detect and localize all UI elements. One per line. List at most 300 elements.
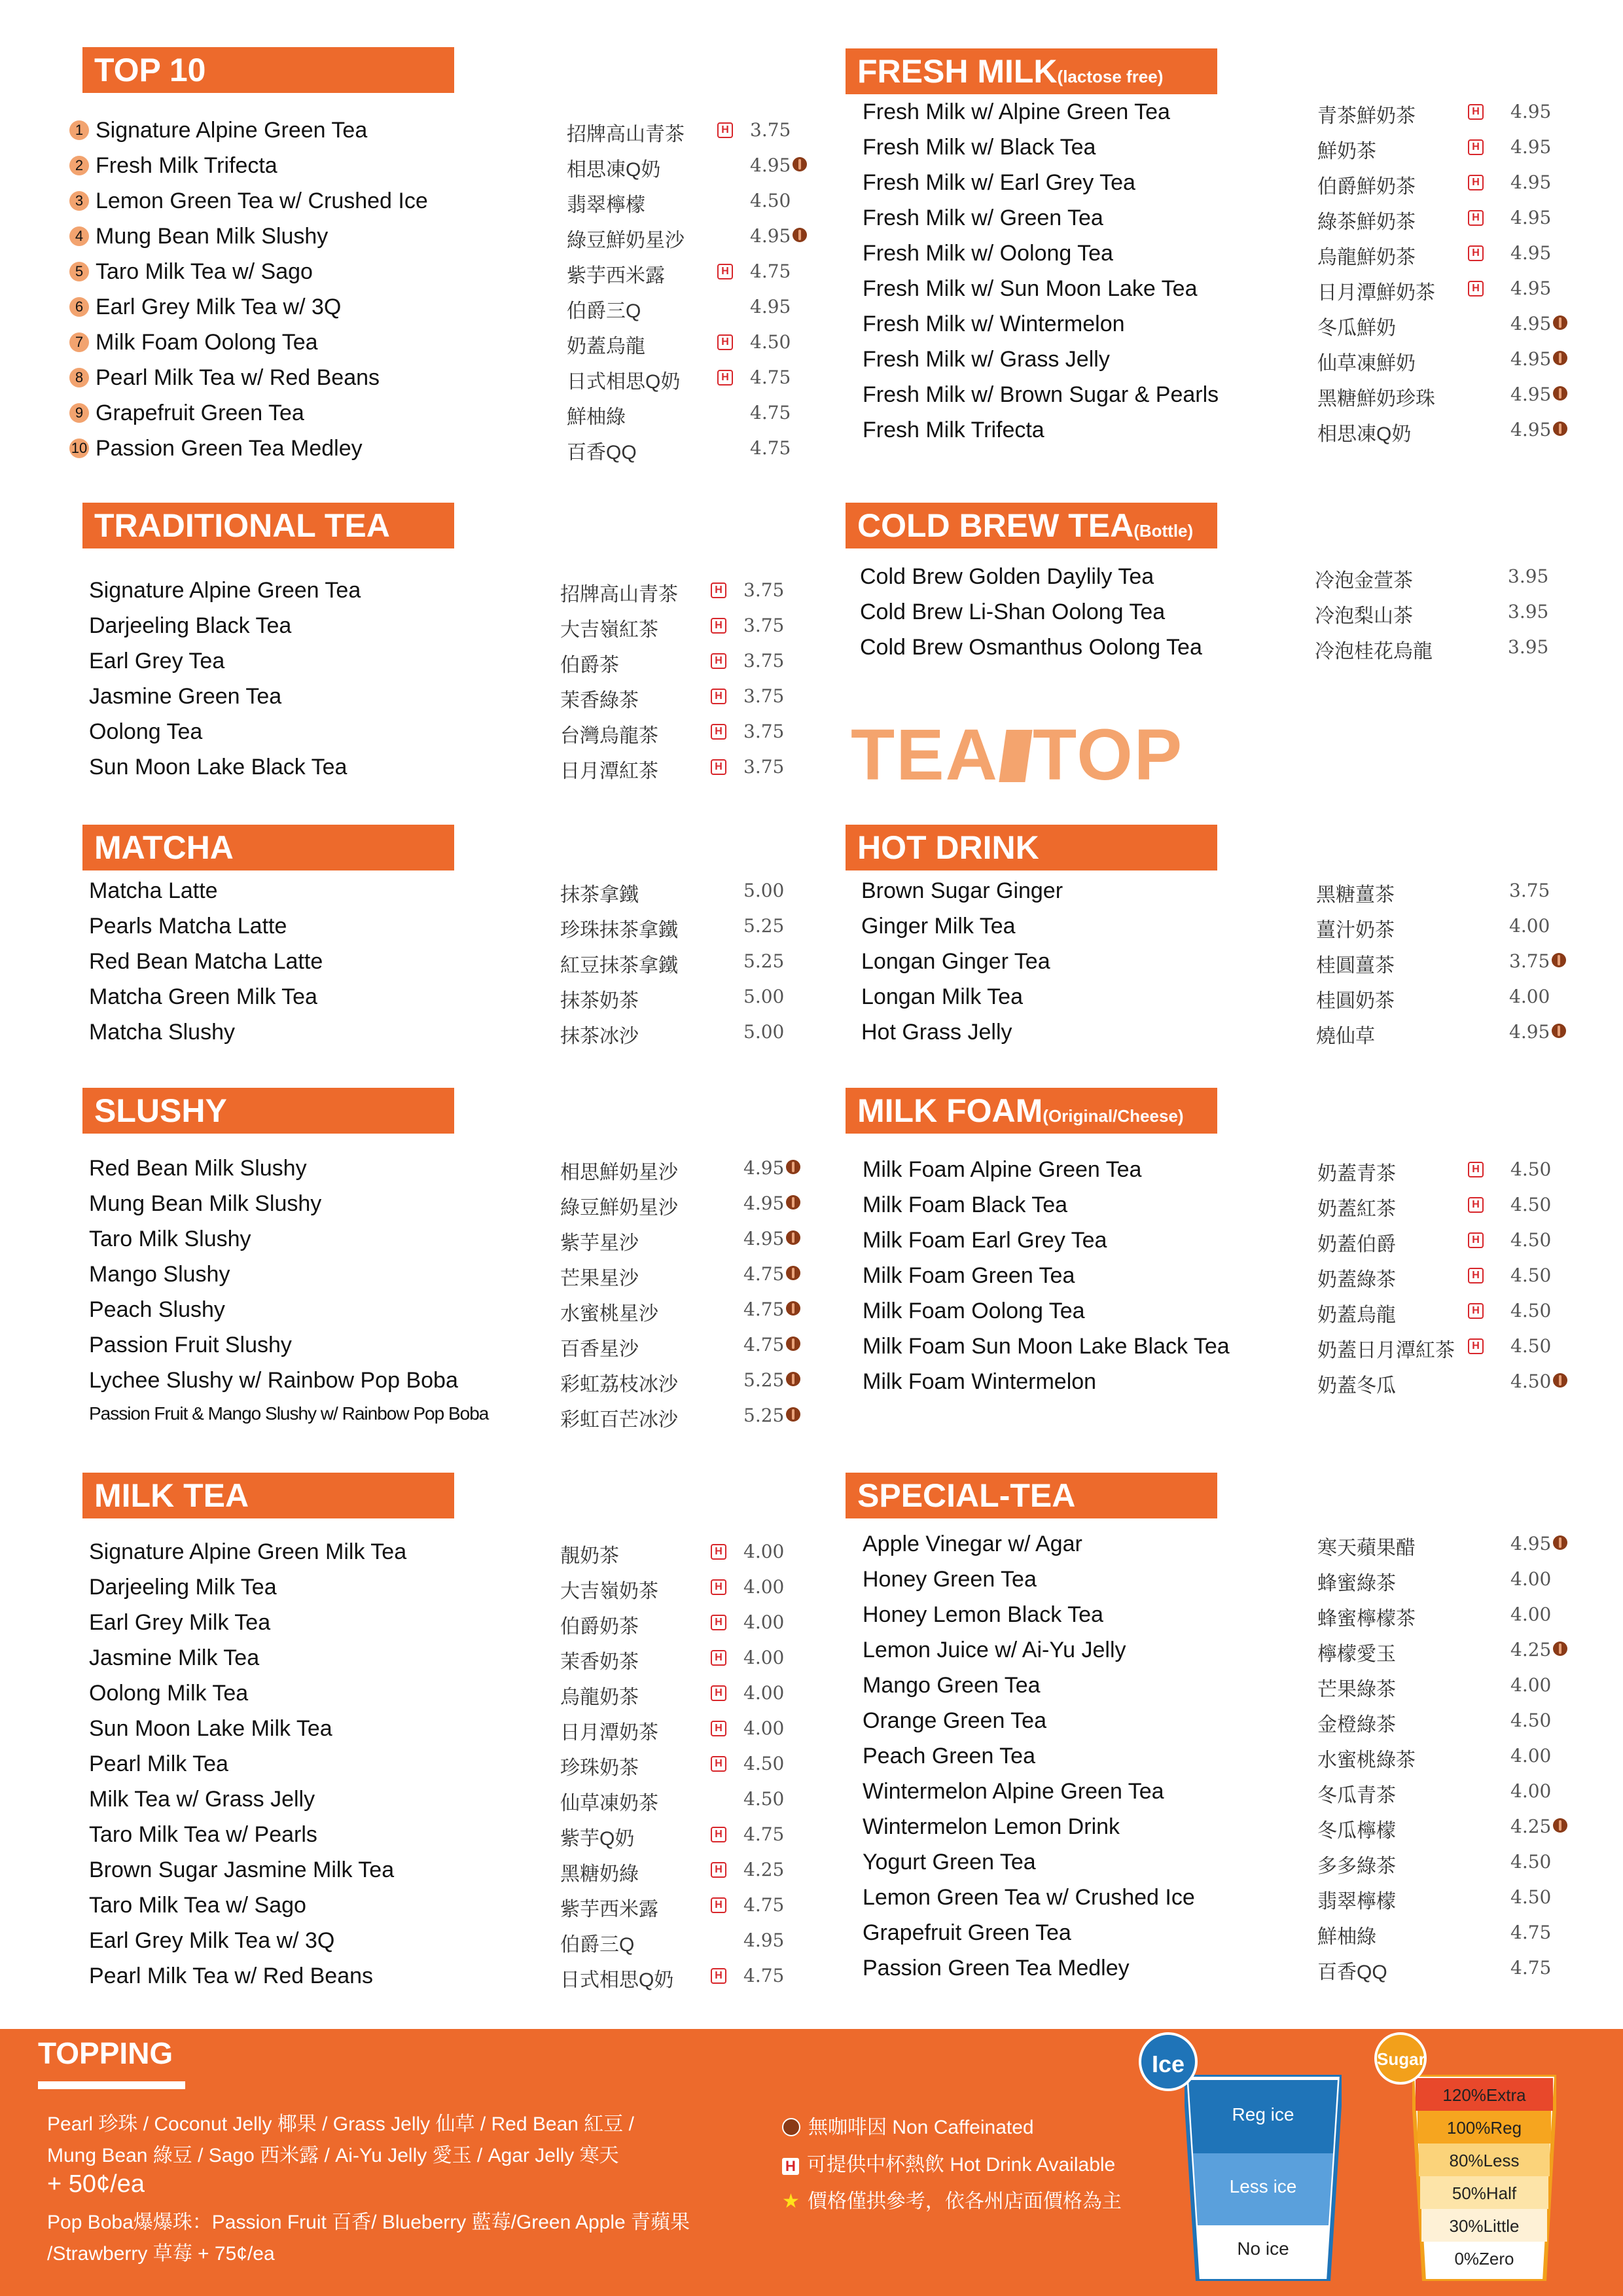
coffee-bean-icon [786,1266,800,1280]
rank-number-badge: 8 [69,368,89,387]
item-name-en: Wintermelon Alpine Green Tea [863,1779,1164,1804]
item-name-en: Matcha Latte [89,878,218,903]
h-badge-icon: H [1468,245,1484,261]
item-name-en: Fresh Milk Trifecta [863,418,1044,442]
item-name-zh: 寒天蘋果醋 [1317,1537,1416,1559]
coffee-bean-icon [1553,1535,1567,1550]
item-name-zh: 冬瓜檸檬 [1317,1820,1396,1842]
item-name-zh: 茉香綠茶 [560,690,639,711]
item-price: 4.50 [1510,1335,1552,1357]
item-price: 4.95 [1510,136,1552,158]
item-name-zh: 大吉嶺紅茶 [560,619,658,641]
section-header: MILK TEA [82,1473,454,1518]
item-name-en: Pearls Matcha Latte [89,914,287,939]
item-price: 5.25 [743,950,785,972]
item-name-zh: 珍珠奶茶 [560,1757,639,1779]
item-name-zh: 仙草凍奶茶 [560,1793,658,1814]
item-name-en: Mango Green Tea [863,1673,1041,1698]
item-name-en: Red Bean Matcha Latte [89,949,323,974]
ice-level-cup [1185,2075,1342,2281]
item-name-en: Pearl Milk Tea w/ Red Beans [96,365,380,390]
item-price: 5.00 [743,1021,785,1043]
item-price: 3.75 [743,721,785,742]
item-name-zh: 蜂蜜綠茶 [1317,1573,1396,1594]
item-name-en: Earl Grey Milk Tea w/ 3Q [96,295,342,319]
sugar-level-30: 30%Little [1449,2216,1520,2236]
item-name-en: Passion Fruit & Mango Slushy w/ Rainbow Pop Boba [89,1403,489,1424]
item-name-en: Red Bean Milk Slushy [89,1156,307,1181]
h-badge-icon: H [711,583,726,598]
section-header: FRESH MILK(lactose free) [846,48,1217,94]
item-name-en: Signature Alpine Green Tea [96,118,368,143]
item-name-zh: 抹茶拿鐵 [560,884,639,906]
item-name-zh: 蜂蜜檸檬茶 [1317,1608,1416,1630]
item-price: 3.75 [750,119,791,141]
item-name-en: Signature Alpine Green Milk Tea [89,1539,407,1564]
h-badge-icon: H [717,264,733,279]
coffee-bean-icon [1553,1641,1567,1656]
item-price: 4.00 [743,1682,785,1704]
item-name-en: Fresh Milk w/ Grass Jelly [863,347,1110,372]
sugar-level-120: 120%Extra [1442,2085,1526,2105]
item-price: 4.75 [750,367,791,388]
item-name-zh: 黑糖薑茶 [1316,884,1395,906]
h-badge-icon: H [1468,1303,1484,1319]
item-name-zh: 台灣烏龍茶 [560,725,658,747]
item-name-en: Milk Foam Oolong Tea [96,330,318,355]
item-price: 4.50 [1510,1886,1552,1908]
item-name-en: Milk Foam Alpine Green Tea [863,1157,1142,1182]
item-name-en: Signature Alpine Green Tea [89,578,361,603]
h-badge-icon: H [711,1685,726,1701]
item-price: 3.75 [743,579,785,601]
item-name-zh: 伯爵鮮奶茶 [1317,176,1416,198]
item-price: 4.50 [1510,1265,1552,1286]
section-header: MILK FOAM(Original/Cheese) [846,1088,1217,1134]
rank-number-badge: 10 [69,439,89,458]
cup-icon [999,730,1032,782]
item-price: 3.75 [743,615,785,636]
item-name-zh: 翡翠檸檬 [567,194,645,216]
item-name-zh: 日式相思Q奶 [560,1969,674,1991]
h-badge-icon: H [711,1721,726,1736]
item-name-en: Passion Fruit Slushy [89,1333,292,1357]
item-name-zh: 相思鮮奶星沙 [560,1162,678,1183]
item-name-zh: 金橙綠茶 [1317,1714,1396,1736]
item-price: 3.75 [743,756,785,778]
sugar-level-0: 0%Zero [1454,2249,1514,2269]
item-price: 4.75 [743,1894,785,1916]
item-name-en: Taro Milk Tea w/ Sago [96,259,313,284]
item-price: 4.75 [750,402,791,423]
item-name-en: Milk Foam Wintermelon [863,1369,1097,1394]
item-price: 4.95 [1510,313,1552,334]
h-badge-icon: H [711,1544,726,1560]
item-price: 4.75 [1510,1922,1552,1943]
coffee-bean-icon [793,228,807,242]
item-name-zh: 燒仙草 [1316,1026,1375,1047]
item-name-zh: 招牌高山青茶 [560,584,678,605]
item-name-en: Cold Brew Golden Daylily Tea [860,564,1154,589]
item-name-en: Fresh Milk w/ Green Tea [863,206,1103,230]
item-name-zh: 日月潭鮮奶茶 [1317,282,1435,304]
item-name-en: Matcha Slushy [89,1020,235,1045]
section-header: MATCHA [82,825,454,870]
item-price: 5.00 [743,880,785,901]
item-name-en: Taro Milk Slushy [89,1227,251,1251]
item-price: 4.95 [1510,384,1552,405]
item-name-zh: 青茶鮮奶茶 [1317,105,1416,127]
item-name-zh: 彩虹荔枝冰沙 [560,1374,678,1395]
item-name-en: Milk Foam Black Tea [863,1193,1068,1217]
item-name-en: Milk Foam Earl Grey Tea [863,1228,1107,1253]
item-price: 4.75 [743,1965,785,1986]
h-badge-icon: H [711,1756,726,1772]
h-badge-icon: H [1468,281,1484,296]
item-name-zh: 茉香奶茶 [560,1651,639,1673]
item-price: 4.50 [1510,1229,1552,1251]
h-badge-icon: H [1468,1232,1484,1248]
h-badge-icon: H [1468,1197,1484,1213]
ice-level-none: No ice [1237,2238,1289,2259]
rank-number-badge: 1 [69,120,89,140]
item-name-en: Jasmine Green Tea [89,684,282,709]
h-badge-icon: H [1468,1338,1484,1354]
item-name-zh: 相思凍Q奶 [567,159,661,181]
tea-top-logo: TEA TOP [851,715,1184,795]
item-name-zh: 抹茶奶茶 [560,990,639,1012]
item-name-en: Wintermelon Lemon Drink [863,1814,1120,1839]
item-price: 3.75 [1509,950,1550,972]
item-name-en: Fresh Milk w/ Sun Moon Lake Tea [863,276,1198,301]
item-name-en: Orange Green Tea [863,1708,1046,1733]
section-header: TOP 10 [82,47,454,93]
item-price: 4.00 [1510,1604,1552,1625]
item-name-zh: 冷泡桂花烏龍 [1315,641,1433,662]
item-name-en: Lemon Green Tea w/ Crushed Ice [863,1885,1195,1910]
coffee-bean-icon [1552,953,1566,967]
item-name-en: Peach Green Tea [863,1744,1035,1768]
item-price: 4.50 [750,190,791,211]
item-name-zh: 奶蓋青茶 [1317,1163,1396,1185]
item-price: 4.00 [743,1717,785,1739]
item-name-en: Fresh Milk w/ Alpine Green Tea [863,99,1170,124]
item-name-zh: 烏龍奶茶 [560,1687,639,1708]
item-name-zh: 紅豆抹茶拿鐵 [560,955,678,977]
item-price: 3.95 [1508,601,1549,622]
item-name-zh: 芒果綠茶 [1317,1679,1396,1700]
item-price: 4.50 [1510,1194,1552,1215]
item-name-en: Honey Lemon Black Tea [863,1602,1103,1627]
rank-number-badge: 7 [69,332,89,352]
item-price: 4.50 [1510,1300,1552,1321]
item-name-zh: 桂圓奶茶 [1316,990,1395,1012]
item-price: 4.95 [743,1228,785,1249]
item-price: 3.95 [1508,636,1549,658]
topping-title: TOPPING [38,2036,173,2070]
item-price: 5.25 [743,1369,785,1391]
rank-number-badge: 6 [69,297,89,317]
item-name-en: Grapefruit Green Tea [96,401,304,425]
item-name-zh: 招牌高山青茶 [567,124,685,145]
coffee-bean-icon [1553,1818,1567,1833]
item-name-zh: 紫芋Q奶 [560,1828,635,1850]
item-price: 4.95 [750,225,791,247]
rank-number-badge: 4 [69,226,89,246]
coffee-bean-icon [1553,386,1567,401]
item-name-zh: 奶蓋綠茶 [1317,1269,1396,1291]
item-name-zh: 鮮奶茶 [1317,141,1376,162]
item-name-zh: 桂圓薑茶 [1316,955,1395,977]
item-price: 5.25 [743,915,785,937]
item-name-zh: 奶蓋冬瓜 [1317,1375,1396,1397]
legend-price-note: ★ 價格僅拱參考，依各州店面價格為主 [782,2191,1122,2212]
item-price: 3.75 [743,685,785,707]
item-name-en: Milk Foam Green Tea [863,1263,1075,1288]
item-name-zh: 多多綠茶 [1317,1856,1396,1877]
coffee-bean-icon [1552,1024,1566,1038]
item-name-en: Fresh Milk Trifecta [96,153,277,178]
item-name-en: Darjeeling Milk Tea [89,1575,277,1600]
h-badge-icon: H [711,1650,726,1666]
item-name-zh: 黑糖鮮奶珍珠 [1317,388,1435,410]
item-name-en: Earl Grey Milk Tea [89,1610,271,1635]
item-name-en: Pearl Milk Tea w/ Red Beans [89,1964,374,1988]
item-name-en: Grapefruit Green Tea [863,1920,1071,1945]
item-name-zh: 日月潭紅茶 [560,761,658,782]
item-price: 4.00 [1509,915,1550,937]
h-badge-icon: H [1468,1268,1484,1283]
item-name-en: Fresh Milk w/ Oolong Tea [863,241,1113,266]
legend-non-caffeinated: 無咖啡因 Non Caffeinated [782,2111,1034,2140]
item-price: 5.00 [743,986,785,1007]
coffee-bean-icon [1553,1373,1567,1388]
item-name-en: Honey Green Tea [863,1567,1037,1592]
h-badge-icon: H [1468,1162,1484,1177]
item-name-en: Fresh Milk w/ Wintermelon [863,312,1125,336]
item-price: 4.95 [1510,242,1552,264]
item-name-en: Brown Sugar Ginger [861,878,1063,903]
legend-hot-drink: H 可提供中杯熱飲 Hot Drink Available [782,2148,1115,2177]
item-name-zh: 綠豆鮮奶星沙 [567,230,685,251]
item-name-zh: 冷泡梨山茶 [1315,605,1413,627]
item-price: 4.75 [750,437,791,459]
topping-footer [0,2029,1623,2296]
h-badge-icon: H [711,653,726,669]
item-name-en: Passion Green Tea Medley [96,436,363,461]
item-name-zh: 鮮柚綠 [1317,1926,1376,1948]
item-price: 4.75 [743,1299,785,1320]
h-badge-icon: H [1468,139,1484,155]
item-price: 4.75 [750,260,791,282]
ice-level-reg: Reg ice [1232,2104,1294,2125]
item-name-en: Hot Grass Jelly [861,1020,1012,1045]
item-price: 4.95 [743,1929,785,1951]
item-name-zh: 紫芋西米露 [560,1899,658,1920]
coffee-bean-icon [1553,351,1567,365]
item-name-en: Fresh Milk w/ Earl Grey Tea [863,170,1135,195]
item-name-en: Apple Vinegar w/ Agar [863,1532,1082,1556]
item-name-en: Longan Milk Tea [861,984,1023,1009]
item-name-zh: 百香QQ [567,442,637,463]
item-price: 4.95 [1510,278,1552,299]
section-header: SPECIAL-TEA [846,1473,1217,1518]
item-name-zh: 紫芋西米露 [567,265,665,287]
item-name-zh: 冬瓜鮮奶 [1317,317,1396,339]
topping-line-4: Pop Boba爆爆珠：Passion Fruit 百香/ Blueberry 藍莓/Green Apple 青蘋果 [47,2212,690,2233]
item-price: 4.00 [743,1576,785,1598]
sugar-level-cup [1412,2075,1556,2281]
item-name-en: Jasmine Milk Tea [89,1645,260,1670]
item-price: 4.00 [1510,1568,1552,1590]
topping-line-2: Mung Bean 綠豆 / Sago 西米露 / Ai-Yu Jelly 愛玉 / Agar Jelly 寒天 [47,2145,619,2166]
sugar-level-80: 80%Less [1449,2151,1520,2170]
topping-line-5: /Strawberry 草莓 + 75¢/ea [47,2243,275,2265]
item-price: 4.25 [1510,1816,1552,1837]
h-badge-icon: H [782,2158,799,2175]
item-price: 4.00 [743,1541,785,1562]
rank-number-badge: 5 [69,262,89,281]
item-name-en: Milk Tea w/ Grass Jelly [89,1787,315,1812]
section-header: COLD BREW TEA(Bottle) [846,503,1217,548]
item-name-zh: 綠茶鮮奶茶 [1317,211,1416,233]
item-name-en: Milk Foam Sun Moon Lake Black Tea [863,1334,1230,1359]
item-name-en: Yogurt Green Tea [863,1850,1036,1874]
item-name-en: Lemon Juice w/ Ai-Yu Jelly [863,1638,1126,1662]
item-name-zh: 伯爵茶 [560,655,619,676]
h-badge-icon: H [1468,210,1484,226]
item-name-zh: 薑汁奶茶 [1316,920,1395,941]
item-price: 4.00 [743,1647,785,1668]
divider [38,2081,185,2089]
item-name-zh: 奶蓋日月潭紅茶 [1317,1340,1455,1361]
item-name-en: Lychee Slushy w/ Rainbow Pop Boba [89,1368,458,1393]
item-name-zh: 珍珠抹茶拿鐵 [560,920,678,941]
item-name-zh: 仙草凍鮮奶 [1317,353,1416,374]
item-name-en: Mango Slushy [89,1262,230,1287]
sugar-level-50: 50%Half [1452,2183,1517,2203]
sugar-level-100: 100%Reg [1446,2118,1522,2138]
item-name-en: Oolong Milk Tea [89,1681,249,1706]
item-name-zh: 水蜜桃綠茶 [1317,1749,1416,1771]
item-price: 4.75 [743,1334,785,1355]
item-name-en: Cold Brew Li-Shan Oolong Tea [860,600,1166,624]
item-name-zh: 鮮柚綠 [567,406,626,428]
h-badge-icon: H [711,1968,726,1984]
item-price: 4.00 [1510,1780,1552,1802]
item-price: 4.95 [1510,101,1552,122]
item-name-en: Sun Moon Lake Milk Tea [89,1716,332,1741]
h-badge-icon: H [711,1862,726,1878]
item-price: 4.95 [743,1193,785,1214]
item-price: 4.95 [1510,207,1552,228]
item-name-en: Brown Sugar Jasmine Milk Tea [89,1857,395,1882]
item-name-zh: 冬瓜青茶 [1317,1785,1396,1806]
item-name-zh: 檸檬愛玉 [1317,1643,1396,1665]
item-name-en: Taro Milk Tea w/ Pearls [89,1822,317,1847]
item-name-en: Passion Green Tea Medley [863,1956,1130,1981]
item-price: 4.50 [1510,1158,1552,1180]
item-name-zh: 伯爵奶茶 [560,1616,639,1638]
item-price: 4.95 [1509,1021,1550,1043]
section-header: TRADITIONAL TEA [82,503,454,548]
item-price: 4.95 [743,1157,785,1179]
item-name-zh: 水蜜桃星沙 [560,1303,658,1325]
item-name-zh: 冷泡金萱茶 [1315,570,1413,592]
item-name-en: Oolong Tea [89,719,203,744]
h-badge-icon: H [711,1615,726,1630]
item-price: 4.95 [1510,171,1552,193]
h-badge-icon: H [1468,175,1484,190]
item-name-zh: 奶蓋伯爵 [1317,1234,1396,1255]
h-badge-icon: H [711,618,726,634]
item-price: 4.95 [750,296,791,317]
item-name-zh: 大吉嶺奶茶 [560,1581,658,1602]
rank-number-badge: 9 [69,403,89,423]
h-badge-icon: H [711,1897,726,1913]
item-price: 4.50 [1510,1371,1552,1392]
item-price: 4.00 [1509,986,1550,1007]
item-name-zh: 彩虹百芒冰沙 [560,1409,678,1431]
coffee-bean-icon [786,1336,800,1351]
item-price: 4.00 [743,1611,785,1633]
item-price: 4.75 [743,1263,785,1285]
item-name-zh: 靚奶茶 [560,1545,619,1567]
item-price: 4.95 [1510,419,1552,440]
item-price: 4.50 [743,1788,785,1810]
item-price: 4.00 [1510,1745,1552,1767]
item-name-en: Peach Slushy [89,1297,225,1322]
item-name-en: Taro Milk Tea w/ Sago [89,1893,306,1918]
topping-price: + 50¢/ea [47,2170,145,2198]
item-price: 4.95 [750,154,791,176]
item-price: 3.75 [1509,880,1550,901]
item-name-zh: 奶蓋烏龍 [567,336,645,357]
item-price: 5.25 [743,1405,785,1426]
coffee-bean-icon [782,2118,800,2136]
item-name-zh: 綠豆鮮奶星沙 [560,1197,678,1219]
h-badge-icon: H [717,334,733,350]
item-name-en: Lemon Green Tea w/ Crushed Ice [96,188,428,213]
item-price: 4.50 [750,331,791,353]
h-badge-icon: H [711,724,726,740]
item-name-zh: 伯爵三Q [567,300,641,322]
item-price: 4.75 [1510,1957,1552,1979]
item-name-zh: 芒果星沙 [560,1268,639,1289]
item-name-zh: 日月潭奶茶 [560,1722,658,1744]
item-name-en: Fresh Milk w/ Black Tea [863,135,1096,160]
h-badge-icon: H [711,689,726,704]
item-name-zh: 奶蓋烏龍 [1317,1304,1396,1326]
item-price: 4.50 [1510,1851,1552,1873]
star-icon: ★ [782,2191,800,2212]
item-price: 4.75 [743,1823,785,1845]
sugar-badge: Sugar [1374,2032,1427,2085]
coffee-bean-icon [786,1407,800,1422]
item-price: 3.95 [1508,565,1549,587]
coffee-bean-icon [786,1160,800,1174]
item-name-en: Milk Foam Oolong Tea [863,1299,1085,1323]
coffee-bean-icon [1553,315,1567,330]
item-name-zh: 伯爵三Q [560,1934,635,1956]
item-price: 4.50 [743,1753,785,1774]
h-badge-icon: H [711,1827,726,1842]
coffee-bean-icon [786,1301,800,1316]
item-name-zh: 紫芋星沙 [560,1232,639,1254]
item-price: 4.95 [1510,348,1552,370]
item-name-zh: 烏龍鮮奶茶 [1317,247,1416,268]
h-badge-icon: H [711,1579,726,1595]
